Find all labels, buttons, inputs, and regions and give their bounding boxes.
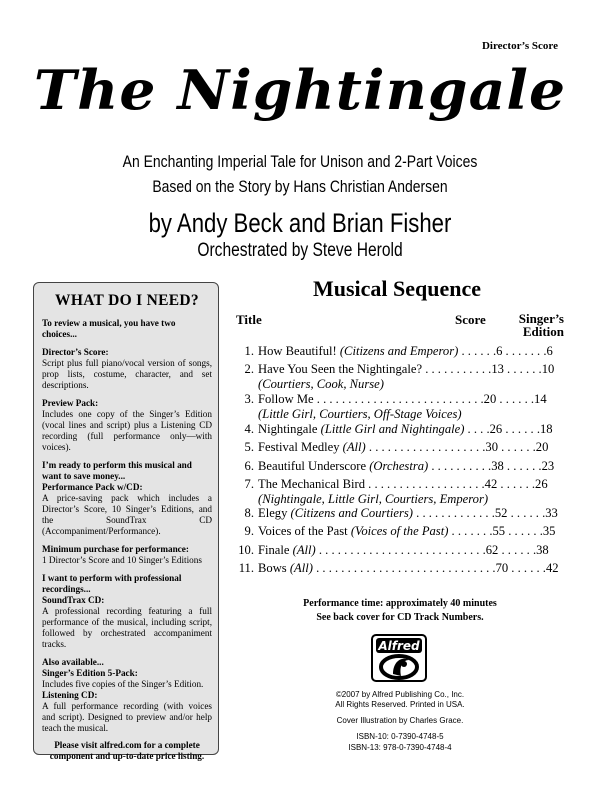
song-row [232, 506, 568, 521]
song-row [232, 524, 568, 539]
leader-dots: . . . . . . . . . . . . . . . . . . . . . . . . . . . [313, 392, 484, 406]
song-roles: (All) [292, 543, 316, 557]
authors: by Andy Beck and Brian Fisher [148, 208, 452, 238]
score-page: 6 [496, 344, 503, 358]
song-roles: (Orchestra) [369, 459, 429, 473]
listening-cd-text: A full performance recording (with voices and script). Designed to preview and/or help teach the musical. [42, 701, 212, 733]
leader-dots: . . . . . . . . . . [428, 459, 492, 473]
orchestrator: Orchestrated by Steve Herold [197, 240, 403, 261]
column-title: Title [236, 312, 262, 327]
score-page: 20 [483, 392, 497, 406]
cover-illustration: Cover Illustration by Charles Grace. [336, 716, 464, 725]
song-number: 5. [244, 440, 254, 454]
minimum-purchase-text: 1 Director’s Score and 10 Singer’s Editions [42, 555, 202, 565]
score-page: 42 [484, 477, 498, 491]
leader-dots: . . . . . . . [448, 524, 493, 538]
leader-dots: . . . . . . [497, 477, 536, 491]
page-title: The Nightingale [33, 58, 567, 122]
singer-page: 26 [535, 477, 548, 491]
song-roles: (Citizens and Courtiers) [290, 506, 413, 520]
score-page: 52 [494, 506, 508, 520]
singer-page: 6 [546, 344, 553, 358]
song-roles: (Little Girl and Nightingale) [320, 422, 465, 436]
song-roles: (Little Girl, Courtiers, Off-Stage Voices) [258, 407, 462, 421]
song-title: Nightingale [258, 422, 318, 436]
preview-pack-title: Preview Pack: [42, 398, 99, 408]
singer-page: 35 [542, 524, 556, 538]
song-title: Voices of the Past [258, 524, 348, 538]
song-number: 2. [244, 362, 254, 376]
leader-dots: . . . . . . [502, 422, 540, 436]
leader-dots: . . . . . . [458, 344, 497, 358]
singer-page: 10 [541, 362, 555, 376]
singer-page: 33 [545, 506, 558, 520]
column-score: Score [455, 312, 486, 327]
leader-dots: . . . . . . . [502, 344, 547, 358]
leader-dots: . . . . . . . . . . . . . . . . . . . . . . . . . . . [315, 543, 486, 557]
song-row [232, 392, 568, 422]
musical-sequence-heading: Musical Sequence [312, 276, 482, 301]
song-roles: (All) [342, 440, 366, 454]
leader-dots: . . . . . . [497, 440, 536, 454]
song-number: 11. [238, 561, 254, 575]
back-cover-note: See back cover for CD Track Numbers. [316, 612, 484, 623]
sidebar-intro: To review a musical, you have two choices... [42, 318, 176, 339]
song-roles: (Courtiers, Cook, Nurse) [258, 377, 384, 391]
score-page: 26 [489, 422, 503, 436]
song-row [232, 477, 568, 507]
subtitle-line-1: An Enchanting Imperial Tale for Unison and 2-Part Voices [122, 152, 478, 171]
singer-page: 14 [534, 392, 547, 406]
subtitle-line-2: Based on the Story by Hans Christian Andersen [152, 177, 448, 196]
leader-dots: . . . . . . . . . . . [422, 362, 492, 376]
song-title: How Beautiful! [258, 344, 337, 358]
preview-pack-text: Includes one copy of the Singer’s Edition (vocal lines and script) plus a Listening CD recording (full performance only—with voices). [42, 409, 212, 452]
score-page: 70 [495, 561, 509, 575]
song-number: 4. [244, 422, 254, 436]
professional-recordings: I want to perform with professional recordings... [42, 573, 182, 594]
leader-dots: . . . . . . [498, 543, 537, 557]
song-number: 3. [244, 392, 254, 406]
visit-alfred: Please visit alfred.com for a complete component and up-to-date price listing. [49, 740, 205, 761]
singer-page: 42 [545, 561, 559, 575]
five-pack-title: Singer’s Edition 5-Pack: [42, 668, 138, 678]
singer-page: 18 [539, 422, 553, 436]
leader-dots: . . . . . . . . . . . . . [413, 506, 495, 520]
leader-dots: . . . . . . . . . . . . . . . . . . . . . . . . . . . . . [312, 561, 496, 575]
performance-pack-text: A price-saving pack which includes a Director’s Score, 10 Singer’s Editions, and the SoundTrax CD (Accompaniment/Performance). [42, 493, 212, 536]
soundtrax-title: SoundTrax CD: [42, 595, 105, 605]
song-row [232, 344, 568, 359]
song-row [232, 440, 568, 455]
directors-score-title: Director’s Score: [42, 347, 109, 357]
performance-time: Performance time: approximately 40 minutes [303, 598, 497, 609]
directors-score-label: Director’s Score [481, 40, 558, 52]
song-title: Elegy [258, 506, 288, 520]
column-singers-edition: Singer’s Edition [518, 311, 564, 339]
leader-dots: . . . . . . . . . . . . . . . . . . . [365, 440, 486, 454]
leader-dots: . . . . . . [507, 506, 546, 520]
leader-dots: . . . . . . . . . . . . . . . . . . . [365, 477, 485, 491]
song-roles: (Voices of the Past) [350, 524, 449, 538]
song-title: Festival Medley [258, 440, 340, 454]
isbn-10: ISBN-10: 0-7390-4748-5 [356, 732, 444, 741]
song-roles: (Nightingale, Little Girl, Courtiers, Emperor) [258, 492, 489, 506]
song-title: The Mechanical Bird [258, 477, 366, 491]
score-page: 13 [491, 362, 504, 376]
leader-dots: . . . . . . [508, 561, 546, 575]
song-title: Bows [258, 561, 287, 575]
song-row [232, 543, 568, 558]
score-page: 38 [491, 459, 504, 473]
score-page: 30 [485, 440, 498, 454]
song-number: 9. [244, 524, 254, 538]
song-row [232, 362, 568, 392]
song-number: 6. [244, 459, 254, 473]
singer-page: 38 [536, 543, 549, 557]
song-roles: (All) [289, 561, 313, 575]
leader-dots: . . . . . . [503, 459, 542, 473]
directors-score-text: Script plus full piano/vocal version of songs, prop lists, costume, character, and set descriptions. [42, 358, 212, 390]
what-do-i-need-box [33, 282, 219, 761]
song-roles: (Citizens and Emperor) [339, 344, 459, 358]
song-title: Beautiful Underscore [258, 459, 367, 473]
ready-to-perform: I’m ready to perform this musical and want to save money... [42, 460, 192, 481]
alfred-logo-text: Alfred [378, 639, 420, 653]
song-row [232, 459, 568, 474]
leader-dots: . . . . [464, 422, 490, 436]
alfred-logo [371, 634, 427, 682]
leader-dots: . . . . . . [496, 392, 535, 406]
song-row [232, 422, 568, 437]
song-number: 7. [244, 477, 254, 491]
singer-page: 23 [541, 459, 555, 473]
also-available: Also available... [42, 657, 104, 667]
song-title: Follow Me [258, 392, 314, 406]
isbn-13: ISBN-13: 978-0-7390-4748-4 [348, 743, 452, 752]
sidebar-heading: WHAT DO I NEED? [55, 292, 199, 309]
song-number: 10. [238, 543, 254, 557]
score-page: 55 [492, 524, 506, 538]
five-pack-text: Includes five copies of the Singer’s Edition. [42, 679, 204, 689]
leader-dots: . . . . . . [505, 524, 543, 538]
song-number: 8. [244, 506, 254, 520]
minimum-purchase-title: Minimum purchase for performance: [42, 544, 189, 554]
song-title: Have You Seen the Nightingale? [258, 362, 423, 376]
listening-cd-title: Listening CD: [42, 690, 98, 700]
leader-dots: . . . . . . [503, 362, 542, 376]
soundtrax-text: A professional recording featuring a full performance of the musical, including script, followed by orchestrated accompaniment tracks. [42, 606, 212, 649]
performance-pack-title: Performance Pack w/CD: [42, 482, 143, 492]
song-row [232, 561, 568, 576]
song-number: 1. [244, 344, 254, 358]
rights: All Rights Reserved. Printed in USA. [335, 700, 465, 709]
song-title: Finale [258, 543, 290, 557]
score-page: 62 [485, 543, 499, 557]
copyright: ©2007 by Alfred Publishing Co., Inc. [335, 690, 465, 699]
singer-page: 20 [535, 440, 549, 454]
